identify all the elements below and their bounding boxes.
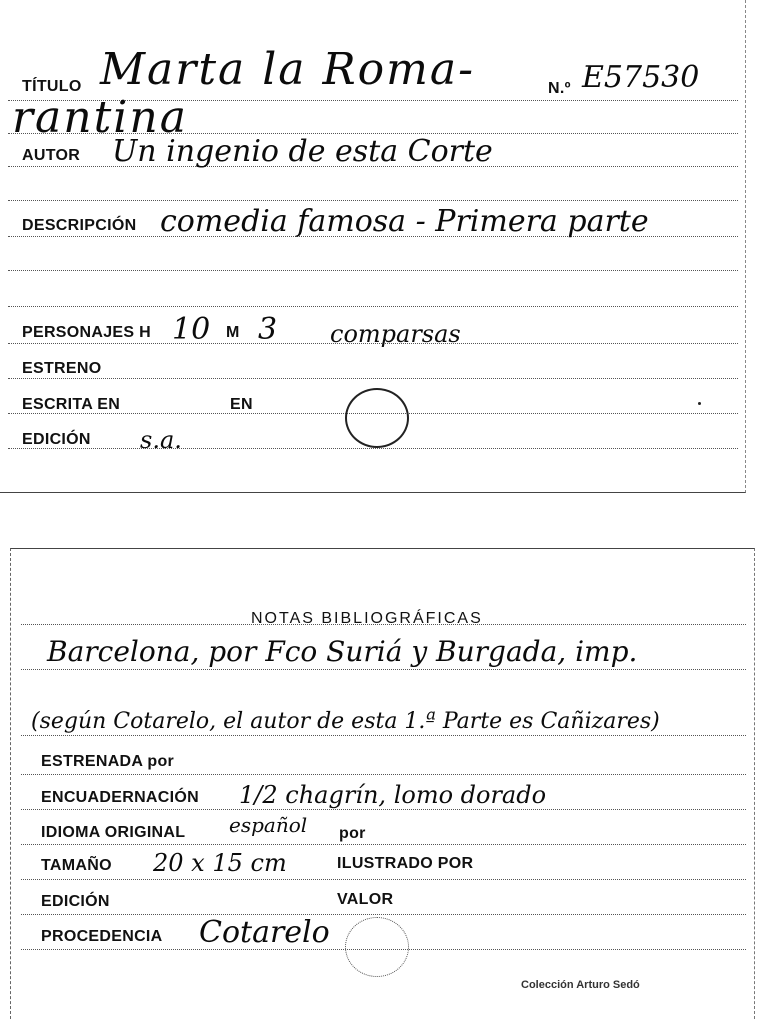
titulo-value-continued: rantina bbox=[12, 92, 188, 143]
personajes-extra: comparsas bbox=[330, 320, 461, 348]
rule-line bbox=[8, 378, 738, 379]
rule-line bbox=[8, 306, 738, 307]
bottom-catalog-card bbox=[10, 548, 755, 1019]
numero-value: E57530 bbox=[582, 60, 700, 95]
ink-dot bbox=[698, 402, 701, 405]
estrenada-label: ESTRENADA por bbox=[41, 753, 175, 770]
estreno-label: ESTRENO bbox=[22, 360, 102, 377]
edicion-value: s.a. bbox=[140, 426, 182, 454]
rule-line bbox=[21, 809, 746, 810]
rule-line bbox=[21, 914, 746, 915]
tamano-label: TAMAÑO bbox=[41, 857, 112, 874]
autor-label: AUTOR bbox=[22, 147, 81, 164]
rule-line bbox=[8, 270, 738, 271]
rule-line bbox=[21, 844, 746, 845]
notas-heading: NOTAS BIBLIOGRÁFICAS bbox=[251, 610, 483, 627]
numero-label: N.º bbox=[548, 80, 571, 97]
personajes-label: PERSONAJES H bbox=[22, 324, 151, 341]
tamano-value: 20 x 15 cm bbox=[153, 849, 287, 877]
personajes-m-value: 3 bbox=[258, 312, 278, 347]
titulo-label: TÍTULO bbox=[22, 78, 82, 95]
por-label: por bbox=[339, 825, 366, 842]
procedencia-value: Cotarelo bbox=[199, 915, 330, 950]
idioma-value: español bbox=[229, 813, 308, 837]
rule-line bbox=[21, 669, 746, 670]
ilustrado-label: ILUSTRADO POR bbox=[337, 855, 474, 872]
rule-line bbox=[21, 774, 746, 775]
edicion-label: EDICIÓN bbox=[22, 431, 91, 448]
personajes-h-value: 10 bbox=[172, 312, 211, 347]
valor-label: VALOR bbox=[337, 891, 394, 908]
idioma-label: IDIOMA ORIGINAL bbox=[41, 824, 186, 841]
top-catalog-card bbox=[0, 0, 746, 493]
descripcion-value: comedia famosa - Primera parte bbox=[160, 204, 649, 239]
note-line-1: Barcelona, por Fco Suriá y Burgada, imp. bbox=[47, 635, 638, 668]
personajes-m-label: M bbox=[226, 324, 240, 341]
en-label: EN bbox=[230, 396, 253, 413]
encuadernacion-value: 1/2 chagrín, lomo dorado bbox=[239, 781, 547, 809]
autor-value: Un ingenio de esta Corte bbox=[112, 134, 493, 169]
rule-line bbox=[8, 200, 738, 201]
punch-hole bbox=[345, 388, 409, 448]
rule-line bbox=[21, 879, 746, 880]
rule-line bbox=[8, 448, 738, 449]
edicion-label: EDICIÓN bbox=[41, 893, 110, 910]
escrita-label: ESCRITA EN bbox=[22, 396, 121, 413]
descripcion-label: DESCRIPCIÓN bbox=[22, 217, 137, 234]
encuadernacion-label: ENCUADERNACIÓN bbox=[41, 789, 199, 806]
titulo-value: Marta la Roma- bbox=[100, 44, 475, 95]
note-line-2: (según Cotarelo, el autor de esta 1.ª Parte es Cañizares) bbox=[31, 709, 660, 734]
rule-line bbox=[21, 735, 746, 736]
collection-stamp: Colección Arturo Sedó bbox=[521, 979, 640, 991]
punch-hole bbox=[345, 917, 409, 977]
procedencia-label: PROCEDENCIA bbox=[41, 928, 163, 945]
